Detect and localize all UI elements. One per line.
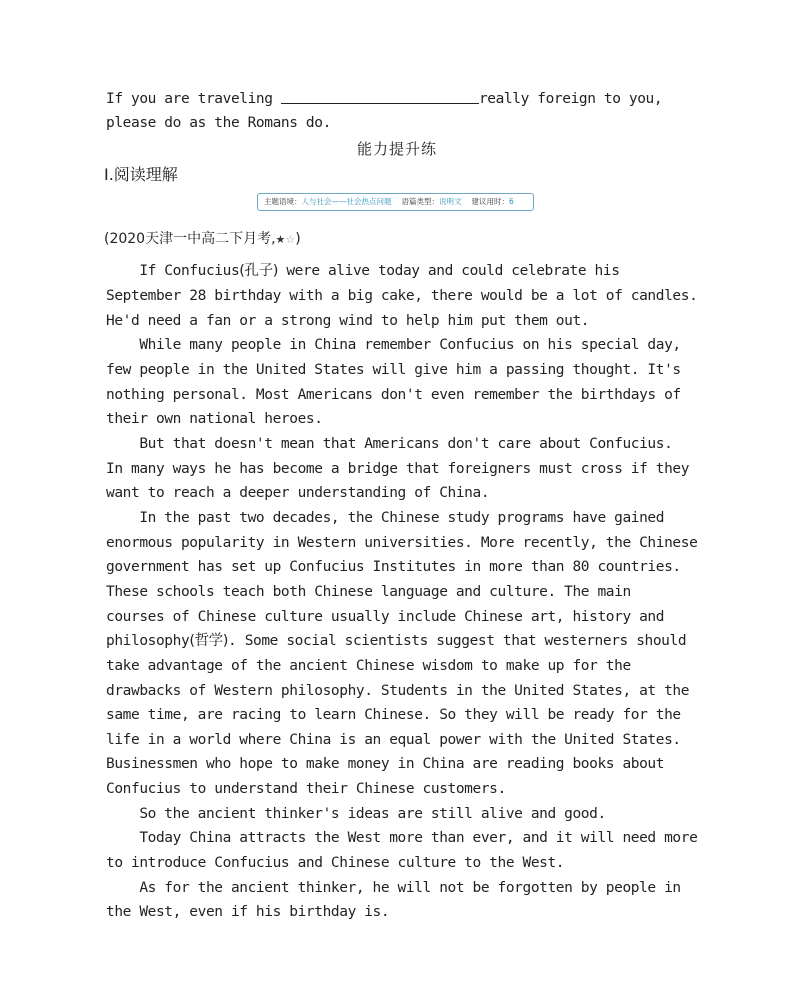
passage-line: While many people in China remember Confucius on his special day,: [106, 337, 681, 353]
star-filled-icon: ★: [275, 233, 286, 246]
passage-line: He'd need a fan or a strong wind to help him put them out.: [106, 313, 590, 329]
tag-type-value: 说明文: [439, 197, 462, 206]
passage-line: drawbacks of Western philosophy. Students in the United States, at the: [106, 683, 690, 699]
chinese-gloss: (孔子): [239, 263, 278, 279]
tag-type-label: 语篇类型：: [401, 197, 439, 206]
tag-time-value: 6: [509, 197, 514, 206]
text-run: . Some social scientists suggest that westerners should: [228, 633, 687, 649]
passage-line: few people in the United States will give him a passing thought. It's: [106, 362, 681, 378]
intro-text: really foreign to you,: [478, 91, 663, 107]
tag-theme-value: 人与社会——社会热点问题: [301, 197, 392, 206]
passage-line: the West, even if his birthday is.: [106, 904, 390, 920]
text-run: philosophy: [106, 633, 190, 649]
source-close: ): [295, 231, 301, 247]
passage-line: take advantage of the ancient Chinese wisdom to make up for the: [106, 658, 631, 674]
passage-line: In the past two decades, the Chinese study programs have gained: [106, 510, 665, 526]
tag-theme-label: 主题语境：: [264, 197, 302, 206]
passage-line: life in a world where China is an equal power with the United States.: [106, 732, 681, 748]
star-empty-icon: ☆: [285, 233, 296, 246]
intro-line-1: [106, 87, 696, 112]
passage-line: their own national heroes.: [106, 411, 323, 427]
chinese-gloss: (哲学): [189, 633, 229, 649]
passage-line: September 28 birthday with a big cake, there would be a lot of candles.: [106, 288, 698, 304]
passage-line: These schools teach both Chinese language and culture. The main: [106, 584, 631, 600]
part-title: Ⅰ.阅读理解: [104, 165, 178, 184]
source-note: [104, 228, 301, 248]
intro-text: If you are traveling: [106, 91, 281, 107]
passage-line: want to reach a deeper understanding of China.: [106, 485, 490, 501]
passage-line: So the ancient thinker's ideas are still alive and good.: [106, 806, 606, 822]
passage-line: But that doesn't mean that Americans don't care about Confucius.: [106, 436, 673, 452]
passage-line: As for the ancient thinker, he will not be forgotten by people in: [106, 880, 681, 896]
section-title: 能力提升练: [356, 140, 437, 158]
topic-tag-box: [257, 193, 534, 211]
intro-line-2: please do as the Romans do.: [106, 115, 331, 131]
tag-time-label: 建议用时：: [471, 197, 509, 206]
passage-line: government has set up Confucius Institutes in more than 80 countries.: [106, 559, 681, 575]
answer-blank[interactable]: [281, 89, 479, 104]
source-text: (2020天津一中高二下月考,: [104, 231, 276, 247]
passage-line: Today China attracts the West more than ever, and it will need more: [106, 830, 698, 846]
passage-line: to introduce Confucius and Chinese culture to the West.: [106, 855, 565, 871]
text-run: were alive today and could celebrate his: [278, 263, 620, 279]
passage-line: same time, are racing to learn Chinese. So they will be ready for the: [106, 707, 681, 723]
passage-line: [106, 629, 696, 654]
passage-line: Confucius to understand their Chinese customers.: [106, 781, 506, 797]
passage-line: Businessmen who hope to make money in China are reading books about: [106, 756, 665, 772]
passage-line: In many ways he has become a bridge that foreigners must cross if they: [106, 461, 690, 477]
text-run: If Confucius: [106, 263, 240, 279]
passage-line: enormous popularity in Western universities. More recently, the Chinese: [106, 535, 698, 551]
passage-line: [106, 259, 696, 284]
passage-line: nothing personal. Most Americans don't even remember the birthdays of: [106, 387, 681, 403]
passage-line: courses of Chinese culture usually include Chinese art, history and: [106, 609, 665, 625]
